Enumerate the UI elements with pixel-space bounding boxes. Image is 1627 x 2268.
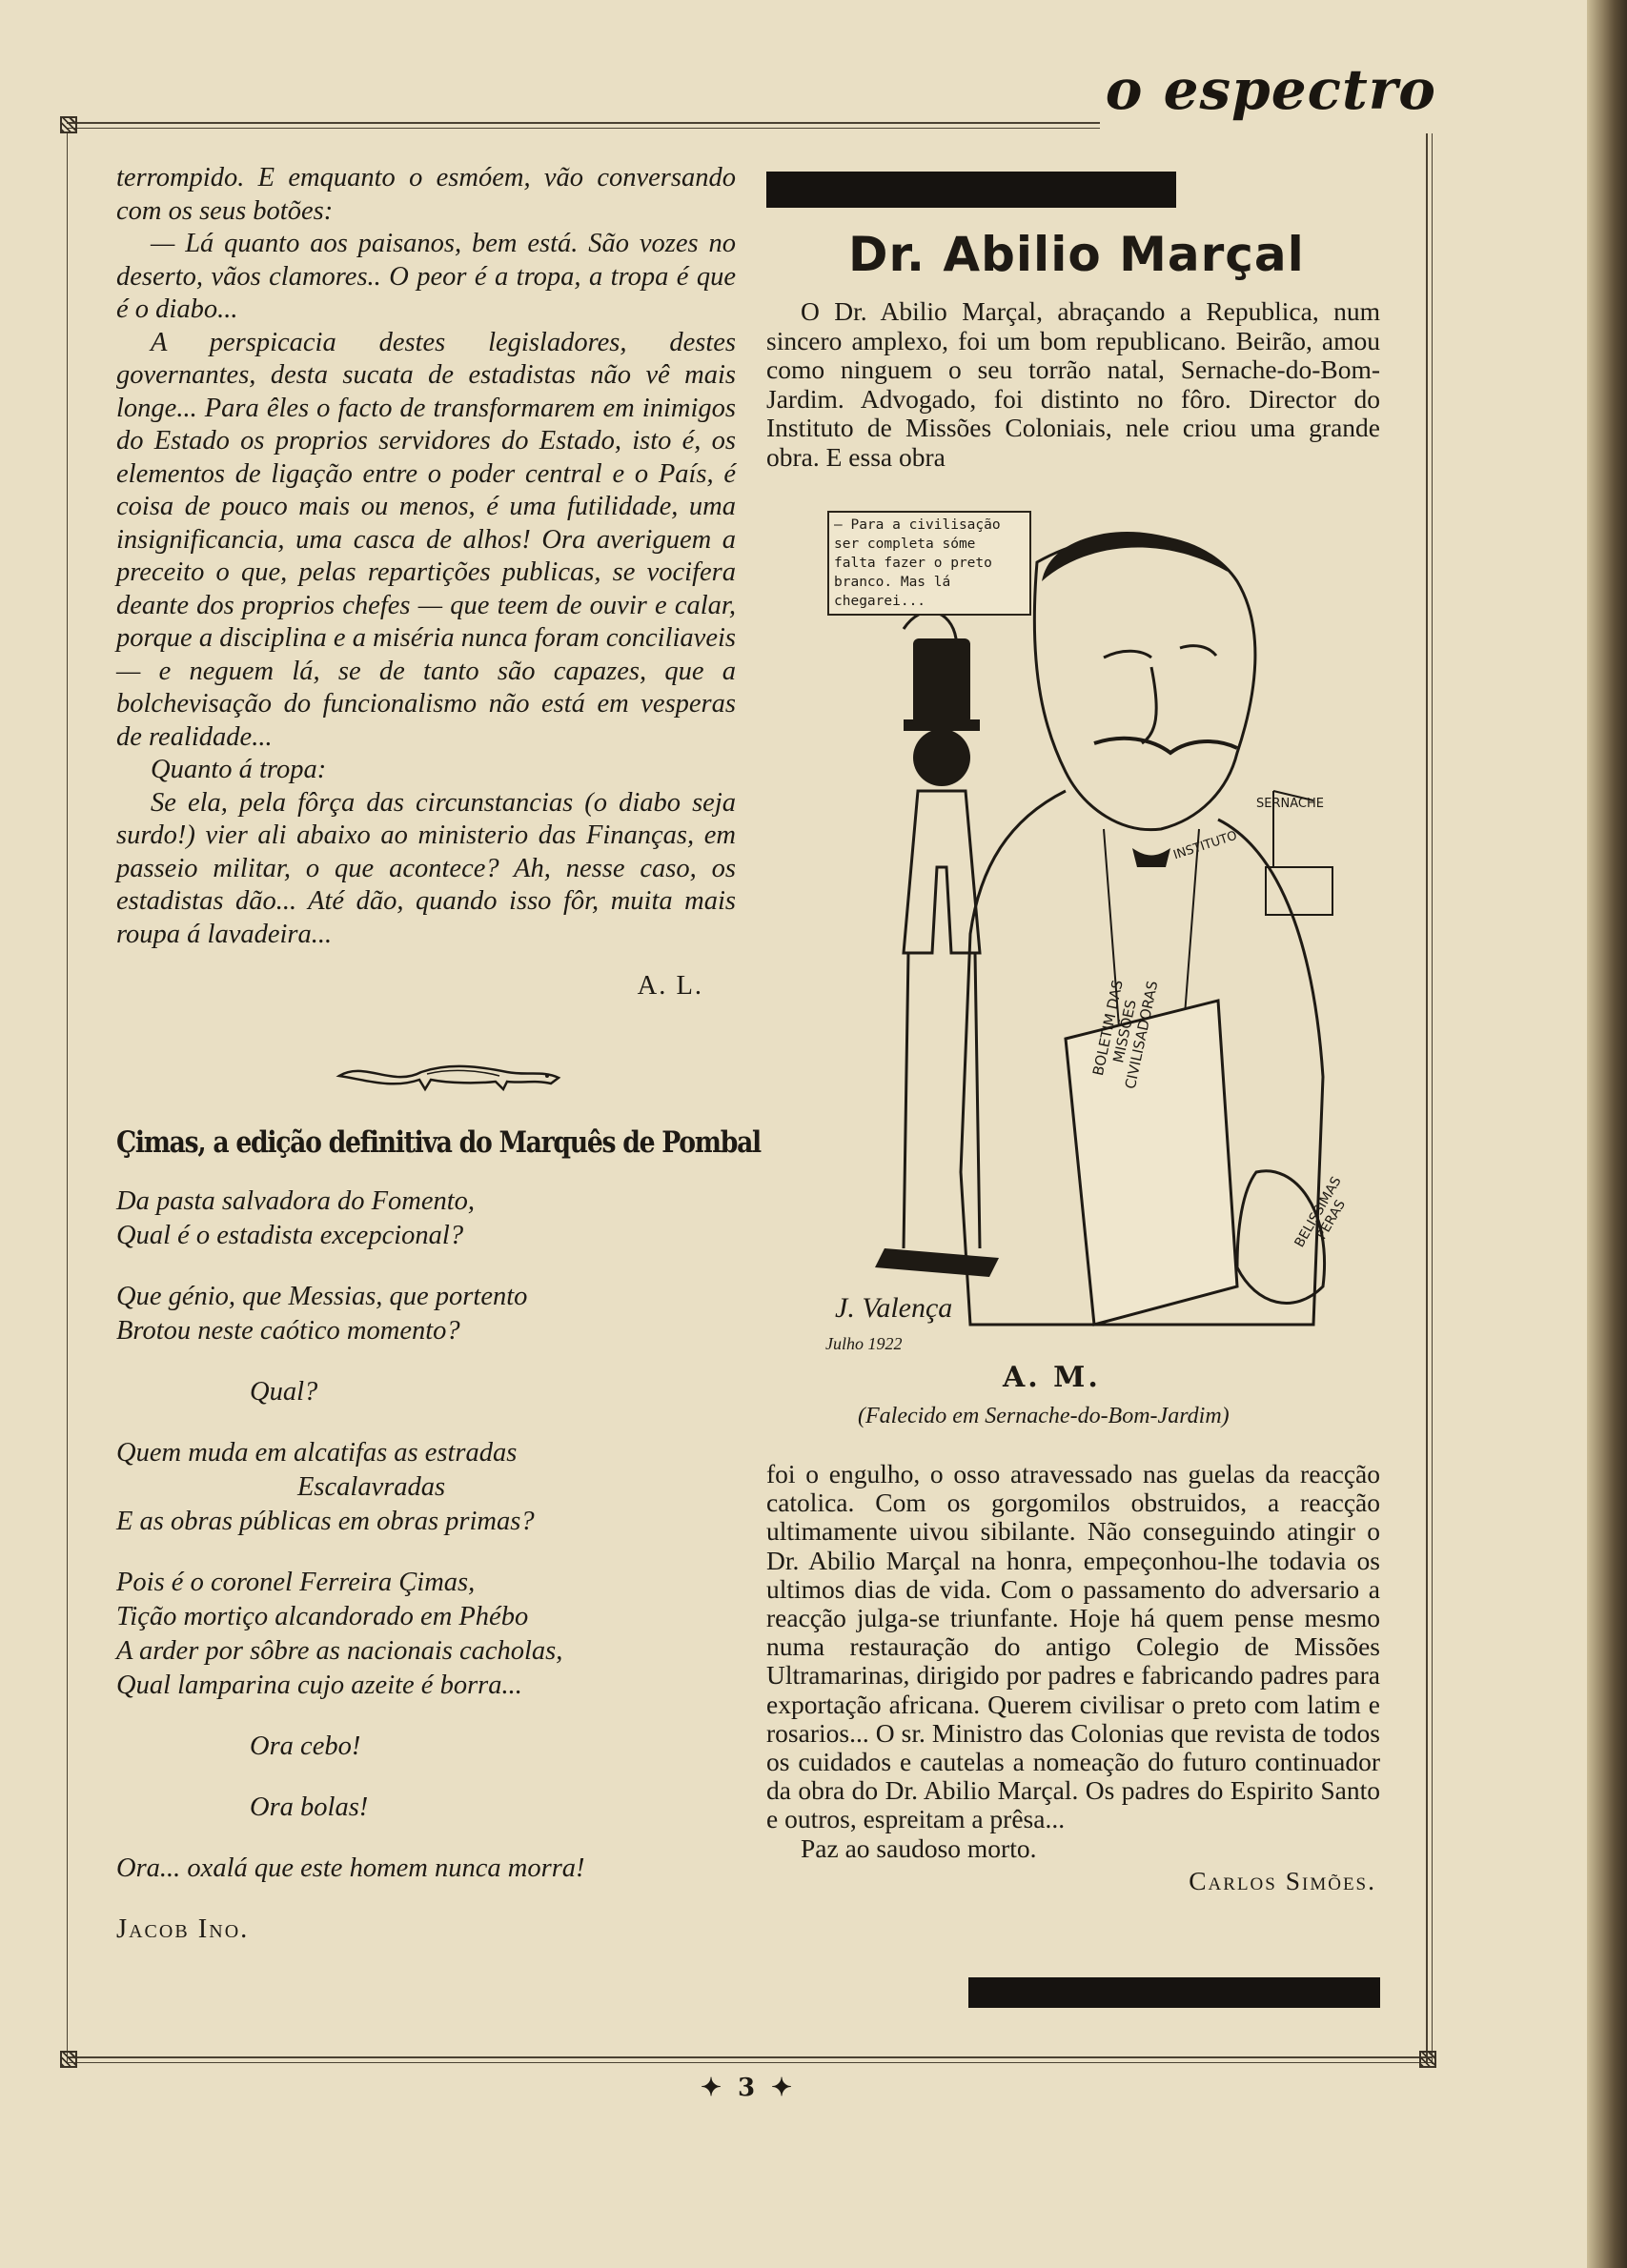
poem-line: Ora cebo! bbox=[250, 1731, 361, 1761]
caricature-illustration bbox=[818, 505, 1352, 1353]
poem-title: Çimas, a edição definitiva do Marquês de Pombal bbox=[116, 1124, 761, 1160]
poem-line: Da pasta salvadora do Fomento, bbox=[116, 1185, 476, 1216]
poem-line: E as obras públicas em obras primas? bbox=[116, 1506, 535, 1536]
poem-line: Qual é o estadista excepcional? bbox=[116, 1220, 464, 1250]
poem-line: Tição mortiço alcandorado em Phébo bbox=[116, 1601, 529, 1631]
poem-line: Pois é o coronel Ferreira Çimas, bbox=[116, 1567, 476, 1597]
right-rule-2 bbox=[1432, 133, 1433, 2064]
paragraph: foi o engulho, o osso atravessado nas guelas da reacção catolica. Com os gorgomilos obstruidos, a reacção ultimamente uivou sibilante. Não conseguindo atingir o Dr. Abilio Marçal na honra, empeçonhou-lhe todavia os ultimos dias de vida. Com o passamento do adversario a reacção julga-se triunfante. Hoje há quem pense mesmo numa restauração do antigo Colegio de Missões Ultramarinas, dirigido por padres e fabricando padres para exportação africana. Querem civilisar o preto com latim e rosarios... O sr. Ministro das Colonias que revista de todos os cuidados e cautelas a nomeação do futuro continuador da obra do Dr. Abilio Marçal. Os padres do Espirito Santo e outros, espreitam a prêsa... bbox=[766, 1459, 1380, 1834]
footer-bar bbox=[968, 1977, 1380, 2008]
caption-subtitle: (Falecido em Sernache-do-Bom-Jardim) bbox=[858, 1404, 1230, 1428]
top-rule bbox=[67, 122, 1100, 124]
left-column bbox=[116, 162, 761, 1947]
poem-line: A arder por sôbre as nacionais cacholas, bbox=[116, 1635, 563, 1666]
page-number: ✦ 3 ✦ bbox=[701, 2074, 796, 2102]
lizard-ornament-icon bbox=[336, 1051, 564, 1093]
left-rule bbox=[67, 133, 68, 2064]
poem-line: Brotou neste caótico momento? bbox=[116, 1315, 460, 1346]
speech-bubble: — Para a civilisação ser completa sóme falta fazer o preto branco. Mas lá chegarei... bbox=[827, 511, 1031, 616]
poem-line: Escalavradas bbox=[297, 1471, 446, 1502]
caption-initials: A. M. bbox=[1003, 1361, 1101, 1394]
artist-date: Julho 1922 bbox=[825, 1334, 903, 1353]
poem bbox=[116, 1124, 761, 1947]
sack-label: BELISSIMAS PERAS bbox=[1291, 1174, 1350, 1250]
sign-label: INSTITUTO bbox=[1171, 828, 1239, 863]
poem-line: Ora bolas! bbox=[250, 1792, 369, 1822]
artist-signature: J. Valença bbox=[835, 1292, 953, 1324]
corner-ornament bbox=[60, 2051, 77, 2068]
poem-signature: Jacob Ino. bbox=[116, 1914, 250, 1944]
poem-line: Que génio, que Messias, que portento bbox=[116, 1281, 528, 1311]
paragraph: A perspicacia destes legisladores, destes governantes, desta sucata de estadistas não vê mais longe... Para êles o facto de transformarem em inimigos do Estado os proprios servidores do Estado, isto é, os elementos de ligação entre o poder central e o País, é coisa de pouco mais ou menos, é uma futilidade, uma insignificancia, uma casca de alhos! Ora averiguem a preceito o que, pelas repartições publicas, se vocifera deante dos proprios chefes — que teem de ouvir e calar, porque a disciplina e a miséria nunca foram conciliaveis — e neguem lá, se de tanto são capazes, que a bolchevisação do funcionalismo não está em vesperas de realidade... bbox=[116, 327, 736, 752]
paragraph: Se ela, pela fôrça das circunstancias (o diabo seja surdo!) vier ali abaixo ao ministerio das Finanças, em passeio militar, o que acontece? Ah, nesse caso, os estadistas dão... Até dão, quando isso fôr, muita mais roupa á lavadeira... bbox=[116, 787, 736, 949]
binding-edge bbox=[1587, 0, 1627, 2268]
bottom-rule bbox=[67, 2056, 1432, 2058]
poem-line: Quem muda em alcatifas as estradas bbox=[116, 1437, 518, 1468]
heading-bar bbox=[766, 172, 1176, 208]
corner-ornament bbox=[60, 116, 77, 133]
paragraph: Paz ao saudoso morto. bbox=[801, 1833, 1037, 1863]
poem-line: Qual lamparina cujo azeite é borra... bbox=[116, 1670, 522, 1700]
poem-line: Ora... oxalá que este homem nunca morra! bbox=[116, 1853, 585, 1883]
paragraph: O Dr. Abilio Marçal, abraçando a Republica, num sincero amplexo, foi um bom republicano. Beirão, amou como ninguem o seu torrão natal, Sernache-do-Bom-Jardim. Advogado, foi distinto no fôro. Director do Instituto de Missões Coloniais, nele criou uma grande obra. E essa obra bbox=[766, 296, 1380, 472]
book-label: BOLETIM DAS MISSÕES CIVILISADORAS bbox=[1088, 978, 1162, 1091]
poem-line: Qual? bbox=[250, 1376, 318, 1407]
right-column-intro bbox=[766, 297, 1380, 472]
article-heading: Dr. Abilio Marçal bbox=[848, 227, 1305, 282]
bottom-rule-2 bbox=[67, 2062, 1432, 2063]
signature: A. L. bbox=[637, 971, 703, 1001]
masthead: o espectro bbox=[1105, 57, 1436, 122]
top-rule-2 bbox=[67, 128, 1100, 129]
sign-label: SERNACHE bbox=[1256, 797, 1324, 811]
paragraph: Quanto á tropa: bbox=[151, 755, 327, 784]
signature: Carlos Simões. bbox=[1189, 1865, 1376, 1895]
right-column-body bbox=[766, 1460, 1380, 1895]
corner-ornament bbox=[1419, 2051, 1436, 2068]
right-rule bbox=[1426, 133, 1428, 2064]
paragraph: — Lá quanto aos paisanos, bem está. São vozes no deserto, vãos clamores.. O peor é a tropa, a tropa é que é o diabo... bbox=[116, 229, 736, 324]
paragraph: terrompido. E emquanto o esmóem, vão conversando com os seus botões: bbox=[116, 163, 736, 226]
